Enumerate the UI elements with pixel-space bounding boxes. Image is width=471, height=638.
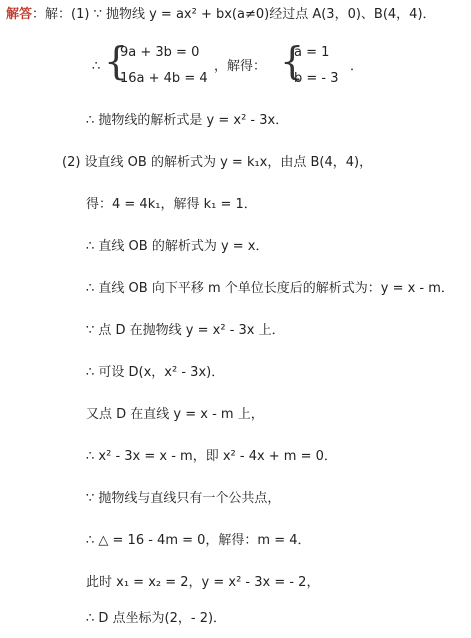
header-text: ：解：(1) ∵ 抛物线 y = ax² + bx(a≠0)经过点 A(3，0)、B(4，4)．	[32, 7, 436, 22]
period: ．	[350, 59, 364, 74]
line-set-d: ∴ 可设 D(x，x² - 3x)．	[86, 365, 225, 380]
line-ob-equation: ∴ 直线 OB 的解析式为 y = x．	[86, 239, 269, 254]
header-line	[6, 6, 436, 24]
solve-text: ，解得：	[214, 59, 267, 74]
line-quadratic: ∴ x² - 3x = x - m，即 x² - 4x + m = 0．	[86, 449, 337, 464]
solution-b: b = - 3	[294, 71, 339, 86]
line-point-on-parabola: ∵ 点 D 在抛物线 y = x² - 3x 上．	[86, 323, 285, 338]
line-translate: ∴ 直线 OB 向下平移 m 个单位长度后的解析式为：y = x - m．	[86, 281, 454, 296]
line-parabola: ∴ 抛物线的解析式是 y = x² - 3x．	[86, 113, 289, 128]
answer-label: 解答	[6, 7, 33, 22]
left-brace-2: {	[280, 39, 305, 83]
line-part2-intro: (2) 设直线 OB 的解析式为 y = k₁x，由点 B(4，4)，	[62, 155, 373, 170]
therefore-symbol: ∴	[92, 59, 101, 74]
line-solve-k: 得：4 = 4k₁，解得 k₁ = 1．	[86, 197, 257, 212]
solution-a: a = 1	[294, 45, 330, 60]
line-d-on-line: 又点 D 在直线 y = x - m 上，	[86, 407, 264, 422]
equation-system-1	[92, 40, 452, 90]
left-brace: {	[104, 39, 129, 83]
line-roots: 此时 x₁ = x₂ = 2，y = x² - 3x = - 2，	[86, 575, 320, 590]
line-discriminant: ∴ △ = 16 - 4m = 0，解得：m = 4．	[86, 533, 311, 548]
equation-1: 9a + 3b = 0	[120, 45, 200, 60]
line-one-point: ∵ 抛物线与直线只有一个公共点，	[86, 491, 281, 506]
line-final: ∴ D 点坐标为(2，- 2)．	[86, 611, 227, 626]
equation-2: 16a + 4b = 4	[120, 71, 208, 86]
